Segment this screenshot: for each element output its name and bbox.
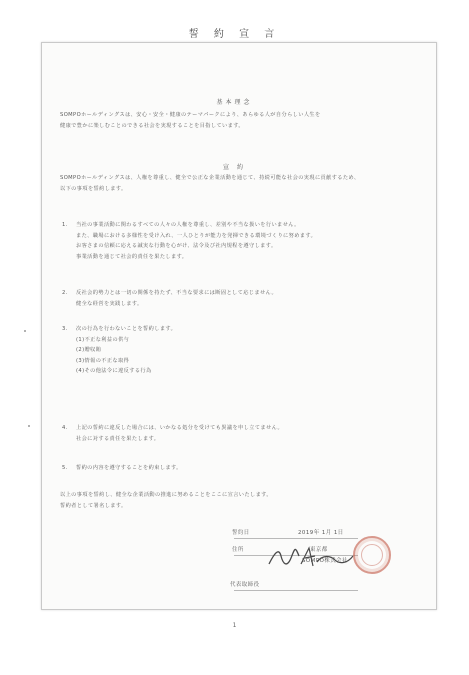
- company-seal-stamp: [353, 536, 391, 574]
- pledge-item-1: [62, 220, 421, 262]
- intro-paragraph-1: SOMPOホールディングスは、安心・安全・健康のテーマパークにより、あらゆる人が自分らしい人生を 健康で豊かに楽しむことのできる社会を実現することを目指しています。: [60, 112, 321, 129]
- handwritten-signature: [265, 534, 355, 574]
- address-label: 住所: [232, 547, 244, 553]
- pledge-item-3: [62, 324, 421, 377]
- pledge-item-2: [62, 288, 421, 309]
- item-number: 3.: [62, 326, 68, 332]
- company-name: SOMPO株式会社: [302, 558, 348, 564]
- address-value: 東京都: [310, 547, 328, 553]
- date-value: 2019年 1月 1日: [298, 530, 344, 536]
- date-label: 誓約日: [232, 530, 250, 536]
- section-heading-basic-philosophy: 基本理念: [216, 99, 253, 106]
- section-heading-pledge: 宣 約: [223, 164, 246, 171]
- pledge-item-5: [62, 463, 421, 474]
- item-number: 4.: [62, 425, 68, 431]
- document-title: 誓 約 宣 言: [188, 29, 281, 40]
- item-number: 2.: [62, 290, 68, 296]
- signer-title: 代表取締役: [230, 582, 260, 588]
- item-text: 誓約の内容を遵守することを約束します。: [76, 465, 182, 471]
- scan-speck: [24, 330, 26, 332]
- intro-paragraph-2: SOMPOホールディングスは、人権を尊重し、健全で公正な企業活動を通じて、持続可能な社会の実現に貢献するため、 以下の事項を誓約します。: [60, 175, 360, 192]
- closing-paragraph: 以上の事項を誓約し、健全な企業活動の推進に努めることをここに宣言いたします。 誓約者として署名します。: [60, 492, 272, 509]
- item-text: 次の行為を行わないことを誓約します。 (1)不正な利益の供与 (2)贈収賄 (3)情報の不正な取得 (4)その他法令に違反する行為: [76, 326, 177, 374]
- item-number: 5.: [62, 465, 68, 471]
- page-number: 1: [232, 622, 237, 629]
- scan-speck: [28, 425, 30, 427]
- item-text: 上記の誓約に違反した場合には、いかなる処分を受けても異議を申し立てません。 社会に対する責任を果たします。: [76, 425, 284, 442]
- item-text: 当社の事業活動に関わるすべての人々の人権を尊重し、差別や不当な扱いを行いません。 また、職場における多様性を受け入れ、一人ひとりが能力を発揮できる環境づくりに努めます。 お客さまの信頼に応える誠実な行動を心がけ、法令及び社内規程を遵守します。 事業活動を通じて社会的責任を果たします。: [76, 222, 317, 260]
- pledge-item-4: [62, 423, 421, 444]
- item-number: 1.: [62, 222, 68, 228]
- signature-underline: [234, 590, 358, 591]
- item-text: 反社会的勢力とは一切の関係を持たず、不当な要求には断固として応じません。 健全な経営を実践します。: [76, 290, 278, 307]
